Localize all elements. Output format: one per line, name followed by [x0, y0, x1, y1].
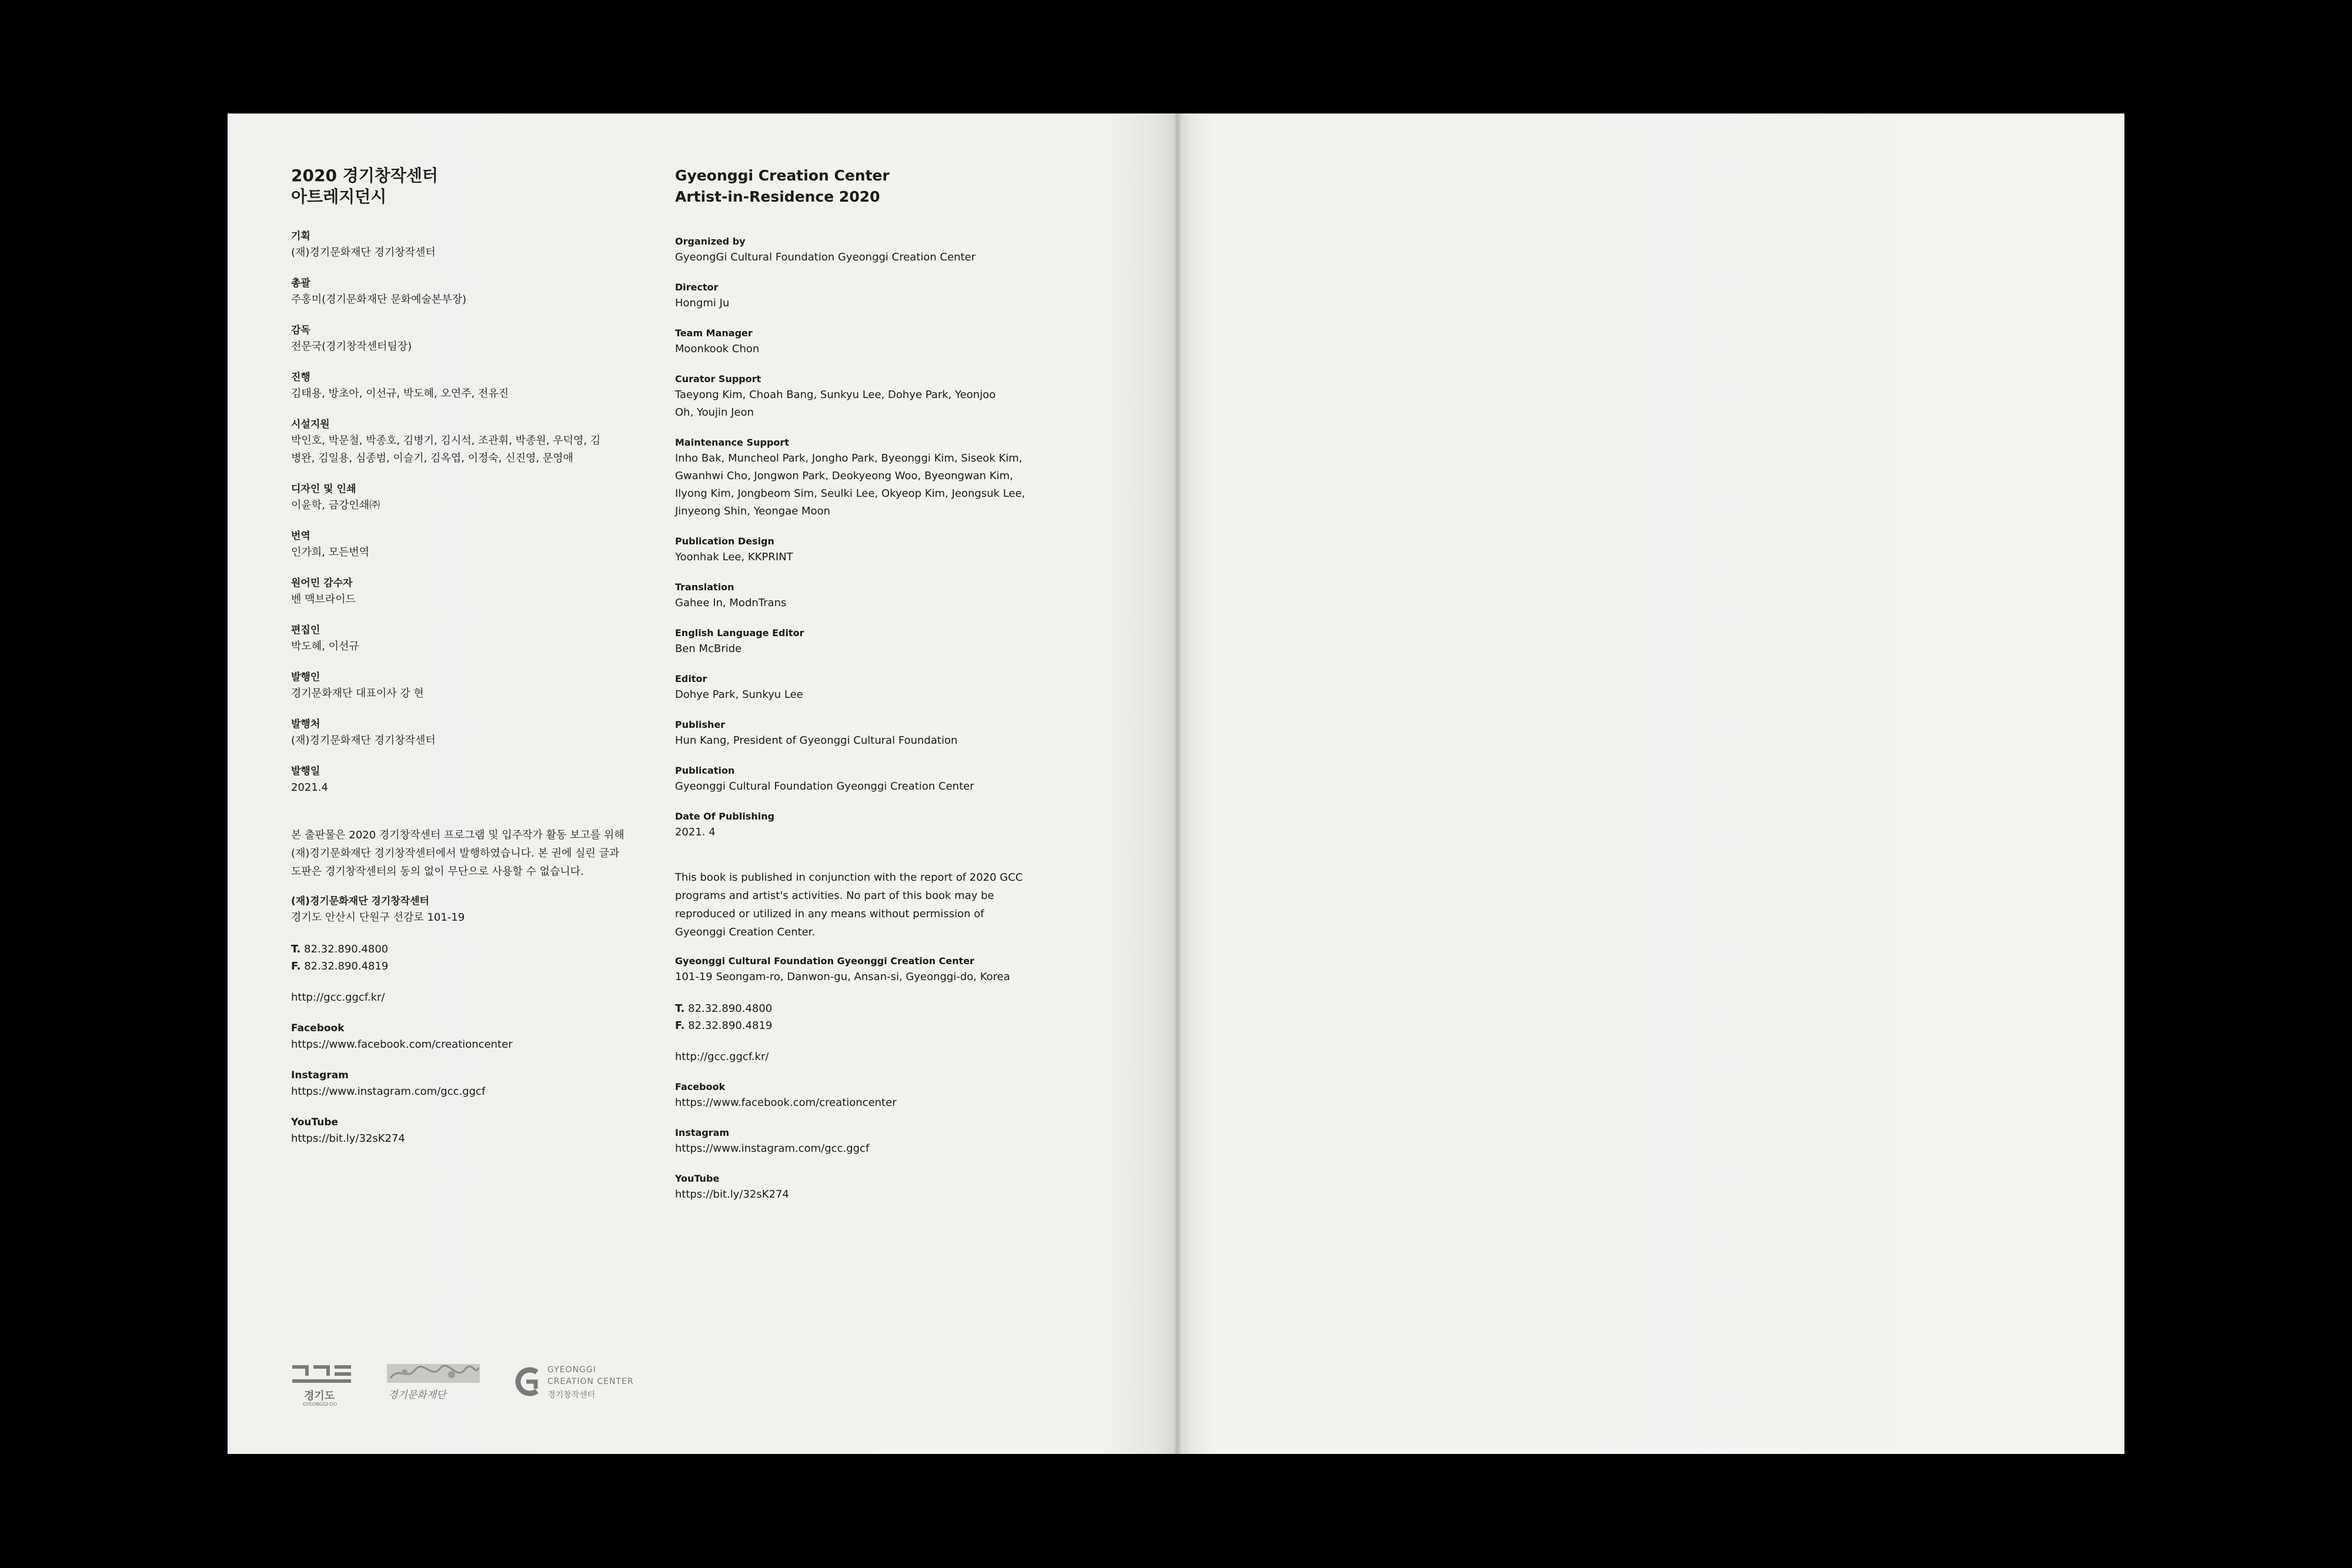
- book-spread: [228, 113, 2124, 1454]
- instagram-item: [291, 1068, 632, 1101]
- credit-label: 발행처: [291, 718, 320, 730]
- credit-value: 이윤학, 금강인쇄㈜: [291, 499, 380, 511]
- youtube-link[interactable]: https://bit.ly/32sK274: [675, 1188, 789, 1201]
- credit-label: 기획: [291, 230, 310, 242]
- english-title: [675, 165, 1051, 208]
- credit-item: [291, 717, 632, 750]
- credit-value: 2021. 4: [675, 826, 716, 838]
- credit-label: 총괄: [291, 278, 310, 289]
- credit-value: 2021.4: [291, 781, 328, 794]
- credit-item: [291, 529, 632, 561]
- credit-label: 감독: [291, 325, 310, 336]
- credit-label: 발행일: [291, 765, 320, 777]
- credit-value: Dohye Park, Sunkyu Lee: [675, 688, 803, 701]
- facebook-label: Facebook: [291, 1022, 345, 1034]
- credit-label: Curator Support: [675, 373, 761, 385]
- credit-value: 박인호, 박문철, 박종호, 김병기, 김시석, 조관휘, 박종원, 우덕영, 김병완, 김일용, 심종범, 이슬기, 김옥엽, 이정숙, 신진영, 문영애: [291, 434, 601, 464]
- fax-label: F.: [291, 960, 301, 972]
- youtube-item: [675, 1172, 1051, 1203]
- credit-value: Hongmi Ju: [675, 297, 730, 309]
- credit-label: 발행인: [291, 671, 320, 683]
- org-name: (재)경기문화재단 경기창작센터: [291, 895, 429, 907]
- credit-item: [291, 764, 632, 797]
- english-org: [675, 954, 1051, 986]
- credit-item: [291, 670, 632, 703]
- credit-label: 시설지원: [291, 419, 330, 430]
- tel-number: 82.32.890.4800: [304, 943, 389, 955]
- credit-label: Team Manager: [675, 327, 753, 339]
- credit-label: 번역: [291, 530, 310, 542]
- gyeonggido-logo-sub: GYEONGGI-DO: [303, 1402, 338, 1407]
- credit-item: [675, 672, 1051, 704]
- credit-item: [291, 323, 632, 356]
- org-name: Gyeonggi Cultural Foundation Gyeonggi Creation Center: [675, 955, 975, 967]
- credit-value: Gahee In, ModnTrans: [675, 597, 787, 609]
- gcc-mark-icon: [513, 1365, 542, 1398]
- credit-item: [291, 417, 632, 467]
- korean-title-line1: 2020 경기창작센터: [291, 166, 438, 185]
- tel-label: T.: [675, 1002, 685, 1015]
- credit-value: Yoonhak Lee, KKPRINT: [675, 551, 793, 563]
- english-title-line1: Gyeonggi Creation Center: [675, 167, 890, 184]
- facebook-link[interactable]: https://www.facebook.com/creationcenter: [675, 1096, 897, 1109]
- credit-value: Gyeonggi Cultural Foundation Gyeonggi Creation Center: [675, 780, 974, 793]
- foundation-pattern-icon: [387, 1363, 481, 1384]
- website-link[interactable]: http://gcc.ggcf.kr/: [291, 991, 385, 1004]
- fax-label: F.: [675, 1019, 685, 1032]
- credit-item: [675, 534, 1051, 566]
- credit-value: 박도혜, 이선규: [291, 640, 359, 653]
- credit-value: (재)경기문화재단 경기창작센터: [291, 246, 436, 259]
- credit-item: [675, 718, 1051, 750]
- gyeonggido-logo-text: 경기도: [304, 1390, 335, 1402]
- credit-value: Moonkook Chon: [675, 343, 760, 355]
- gyeonggido-mark-icon: [291, 1363, 356, 1386]
- tel-label: T.: [291, 943, 301, 955]
- credit-value: Taeyong Kim, Choah Bang, Sunkyu Lee, Dohye Park, Yeonjoo Oh, Youjin Jeon: [675, 389, 996, 419]
- credit-label: Director: [675, 282, 719, 293]
- left-page: [228, 113, 1176, 1454]
- tel-number: 82.32.890.4800: [688, 1002, 773, 1015]
- credit-item: [291, 229, 632, 262]
- korean-title-line2: 아트레지던시: [291, 187, 387, 206]
- credit-item: [675, 235, 1051, 266]
- credit-item: [675, 280, 1051, 312]
- youtube-item: [291, 1115, 632, 1148]
- credit-label: Publication: [675, 765, 735, 776]
- credit-item: [675, 626, 1051, 658]
- credit-label: Translation: [675, 581, 734, 593]
- korean-title: [291, 165, 632, 208]
- credit-label: Publication Design: [675, 536, 774, 547]
- credit-item: [675, 326, 1051, 358]
- contact-numbers: [291, 941, 632, 975]
- credit-item: [675, 372, 1051, 422]
- credit-label: 원어민 감수자: [291, 577, 353, 589]
- credit-value: Hun Kang, President of Gyeonggi Cultural Foundation: [675, 734, 958, 747]
- facebook-label: Facebook: [675, 1081, 726, 1092]
- org-address: 경기도 안산시 단원구 선감로 101-19: [291, 911, 465, 924]
- cultural-foundation-logo: [387, 1363, 481, 1410]
- credit-item: [291, 370, 632, 403]
- right-page-blank: [1176, 113, 2124, 1454]
- instagram-item: [675, 1126, 1051, 1158]
- partner-logos: [291, 1363, 703, 1410]
- org-address: 101-19 Seongam-ro, Danwon-gu, Ansan-si, Gyeonggi-do, Korea: [675, 971, 1010, 983]
- korean-notice: 본 출판물은 2020 경기창작센터 프로그램 및 입주작가 활동 보고를 위해 (재)경기문화재단 경기창작센터에서 발행하였습니다. 본 권에 실린 글과 도판은 경기창작센터의 동의 없이 무단으로 사용할 수 없습니다.: [291, 829, 624, 878]
- youtube-label: YouTube: [291, 1116, 339, 1128]
- contact-numbers: [675, 1000, 1051, 1034]
- credit-value: GyeongGi Cultural Foundation Gyeonggi Creation Center: [675, 251, 976, 263]
- credit-item: [291, 576, 632, 609]
- credit-item: [675, 810, 1051, 841]
- credit-label: Date Of Publishing: [675, 811, 775, 822]
- credit-value: 전문국(경기창작센터팀장): [291, 340, 412, 353]
- fax-number: 82.32.890.4819: [304, 960, 389, 972]
- credit-item: [675, 764, 1051, 795]
- credit-item: [291, 482, 632, 514]
- credit-value: 김태용, 방초아, 이선규, 박도혜, 오연주, 전유진: [291, 387, 509, 400]
- english-notice: This book is published in conjunction with the report of 2020 GCC programs and artist's activities. No part of this book may be reproduced or utilized in any means without permission of Gyeonggi Creation Center.: [675, 871, 1023, 938]
- credit-item: [291, 276, 632, 309]
- credit-value: 벤 맥브라이드: [291, 593, 356, 606]
- credit-label: English Language Editor: [675, 627, 804, 638]
- facebook-item: [291, 1021, 632, 1054]
- gcc-logo-line1: GYEONGGI: [547, 1365, 596, 1375]
- korean-org: [291, 894, 632, 927]
- fax-number: 82.32.890.4819: [688, 1019, 773, 1032]
- credit-value: 인가희, 모든번역: [291, 546, 370, 559]
- youtube-label: YouTube: [675, 1173, 720, 1184]
- english-title-line2: Artist-in-Residence 2020: [675, 188, 880, 205]
- credit-label: Publisher: [675, 719, 726, 730]
- credit-item: [291, 623, 632, 656]
- instagram-link[interactable]: https://www.instagram.com/gcc.ggcf: [675, 1142, 870, 1155]
- credit-label: 진행: [291, 372, 310, 383]
- gcc-logo-line2: CREATION CENTER: [547, 1377, 634, 1386]
- instagram-label: Instagram: [675, 1127, 730, 1138]
- gcc-logo: [513, 1363, 643, 1410]
- gcc-logo-line3: 경기창작센터: [547, 1390, 596, 1400]
- english-colophon: [675, 165, 1051, 1218]
- credit-value: 주홍미(경기문화재단 문화예술본부장): [291, 293, 466, 306]
- credit-label: Editor: [675, 673, 707, 684]
- foundation-logo-text: 경기문화재단: [388, 1389, 446, 1401]
- credit-value: (재)경기문화재단 경기창작센터: [291, 734, 436, 747]
- credit-label: 편집인: [291, 624, 320, 636]
- book-spine: [1173, 113, 1181, 1454]
- credit-value: 경기문화재단 대표이사 강 현: [291, 687, 424, 700]
- credit-label: Organized by: [675, 236, 746, 247]
- gyeonggido-logo: [291, 1363, 356, 1410]
- youtube-link[interactable]: https://bit.ly/32sK274: [291, 1132, 405, 1145]
- credit-label: Maintenance Support: [675, 437, 789, 448]
- credit-item: [675, 436, 1051, 520]
- credit-value: Ben McBride: [675, 643, 742, 655]
- instagram-link[interactable]: https://www.instagram.com/gcc.ggcf: [291, 1085, 486, 1098]
- credit-value: Inho Bak, Muncheol Park, Jongho Park, Byeonggi Kim, Siseok Kim, Gwanhwi Cho, Jongwon Park, Deokyeong Woo, Byeongwan Kim, Ilyong Kim, Jongbeom Sim, Seulki Lee, Okyeop Kim, Jeongsuk Lee, Jinyeong Shin, Yeongae Moon: [675, 452, 1025, 517]
- credit-item: [675, 580, 1051, 612]
- facebook-link[interactable]: https://www.facebook.com/creationcenter: [291, 1038, 513, 1051]
- korean-colophon: [291, 165, 632, 1162]
- instagram-label: Instagram: [291, 1069, 349, 1081]
- website-link[interactable]: http://gcc.ggcf.kr/: [675, 1051, 769, 1063]
- credit-label: 디자인 및 인쇄: [291, 483, 356, 495]
- facebook-item: [675, 1080, 1051, 1112]
